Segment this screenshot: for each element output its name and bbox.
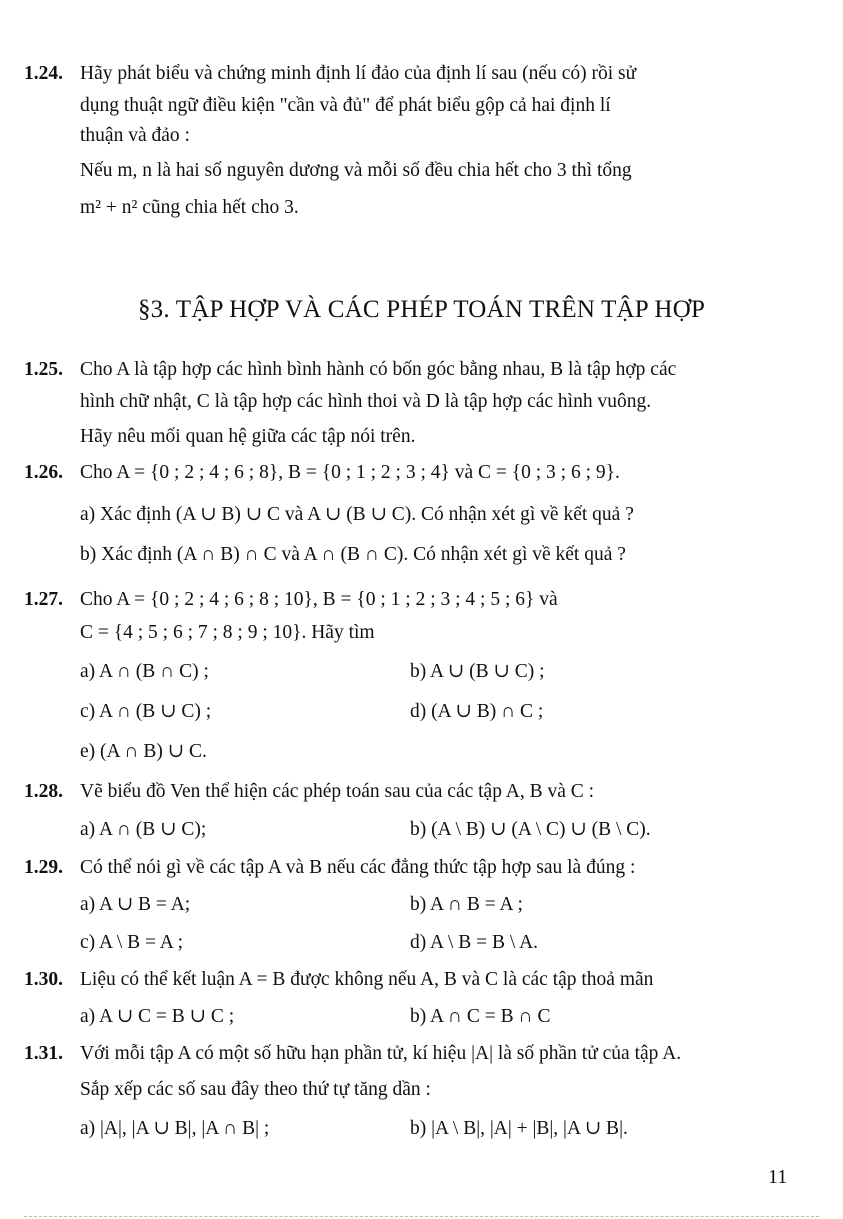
exercise-number: 1.24. bbox=[24, 63, 63, 84]
exercise-text: Hãy nêu mối quan hệ giữa các tập nói trên. bbox=[80, 426, 416, 447]
exercise-text: c) A ∩ (B ∪ C) ; bbox=[80, 701, 212, 722]
exercise-text: a) Xác định (A ∪ B) ∪ C và A ∪ (B ∪ C). Có nhận xét gì về kết quả ? bbox=[80, 504, 634, 525]
exercise-text: a) A ∪ B = A; bbox=[80, 894, 191, 915]
exercise-text: Nếu m, n là hai số nguyên dương và mỗi số đều chia hết cho 3 thì tổng bbox=[80, 160, 632, 181]
section-title: §3. TẬP HỢP VÀ CÁC PHÉP TOÁN TRÊN TẬP HỢP bbox=[137, 296, 706, 323]
exercise-text: b) A ∩ C = B ∩ C bbox=[410, 1006, 551, 1027]
exercise-number: 1.26. bbox=[24, 462, 63, 483]
exercise-text: Cho A là tập hợp các hình bình hành có bốn góc bằng nhau, B là tập hợp các bbox=[80, 359, 677, 380]
exercise-text: e) (A ∩ B) ∪ C. bbox=[80, 741, 207, 762]
exercise-number: 1.27. bbox=[24, 589, 63, 610]
exercise-text: b) |A \ B|, |A| + |B|, |A ∪ B|. bbox=[410, 1118, 628, 1139]
exercise-number: 1.29. bbox=[24, 857, 63, 878]
exercise-number: 1.30. bbox=[24, 969, 63, 990]
page-number: 11 bbox=[768, 1166, 788, 1188]
exercise-text: a) A ∪ C = B ∪ C ; bbox=[80, 1006, 235, 1027]
exercise-text: b) A ∪ (B ∪ C) ; bbox=[410, 661, 545, 682]
exercise-text: a) A ∩ (B ∩ C) ; bbox=[80, 661, 209, 682]
exercise-text: C = {4 ; 5 ; 6 ; 7 ; 8 ; 9 ; 10}. Hãy tìm bbox=[80, 622, 375, 643]
exercise-text: c) A \ B = A ; bbox=[80, 932, 184, 953]
exercise-text: Liệu có thể kết luận A = B được không nếu A, B và C là các tập thoả mãn bbox=[80, 969, 654, 990]
exercise-text: Với mỗi tập A có một số hữu hạn phần tử, kí hiệu |A| là số phần tử của tập A. bbox=[80, 1043, 682, 1064]
exercise-text: Hãy phát biểu và chứng minh định lí đảo của định lí sau (nếu có) rồi sử bbox=[80, 63, 637, 84]
exercise-text: a) |A|, |A ∪ B|, |A ∩ B| ; bbox=[80, 1118, 270, 1139]
exercise-text: b) A ∩ B = A ; bbox=[410, 894, 523, 915]
exercise-text: b) (A \ B) ∪ (A \ C) ∪ (B \ C). bbox=[410, 819, 651, 840]
exercise-text: b) Xác định (A ∩ B) ∩ C và A ∩ (B ∩ C). Có nhận xét gì về kết quả ? bbox=[80, 544, 626, 565]
exercise-text: Cho A = {0 ; 2 ; 4 ; 6 ; 8}, B = {0 ; 1 ; 2 ; 3 ; 4} và C = {0 ; 3 ; 6 ; 9}. bbox=[80, 462, 620, 483]
exercise-text: thuận và đảo : bbox=[80, 125, 190, 146]
exercise-text: m² + n² cũng chia hết cho 3. bbox=[80, 197, 299, 218]
exercise-text: Cho A = {0 ; 2 ; 4 ; 6 ; 8 ; 10}, B = {0 ; 1 ; 2 ; 3 ; 4 ; 5 ; 6} và bbox=[80, 589, 558, 610]
exercise-text: a) A ∩ (B ∪ C); bbox=[80, 819, 207, 840]
exercise-text: Vẽ biểu đồ Ven thể hiện các phép toán sau của các tập A, B và C : bbox=[80, 781, 595, 802]
exercise-text: hình chữ nhật, C là tập hợp các hình thoi và D là tập hợp các hình vuông. bbox=[80, 391, 652, 412]
exercise-text: d) (A ∪ B) ∩ C ; bbox=[410, 701, 544, 722]
exercise-text: Có thể nói gì về các tập A và B nếu các đẳng thức tập hợp sau là đúng : bbox=[80, 857, 636, 878]
exercise-number: 1.28. bbox=[24, 781, 63, 802]
exercise-number: 1.31. bbox=[24, 1043, 63, 1064]
exercise-text: d) A \ B = B \ A. bbox=[410, 932, 539, 953]
exercise-number: 1.25. bbox=[24, 359, 63, 380]
footer-divider bbox=[24, 1216, 819, 1217]
exercise-text: Sắp xếp các số sau đây theo thứ tự tăng dần : bbox=[80, 1079, 431, 1100]
exercise-text: dụng thuật ngữ điều kiện "cần và đủ" để phát biểu gộp cả hai định lí bbox=[80, 95, 611, 116]
